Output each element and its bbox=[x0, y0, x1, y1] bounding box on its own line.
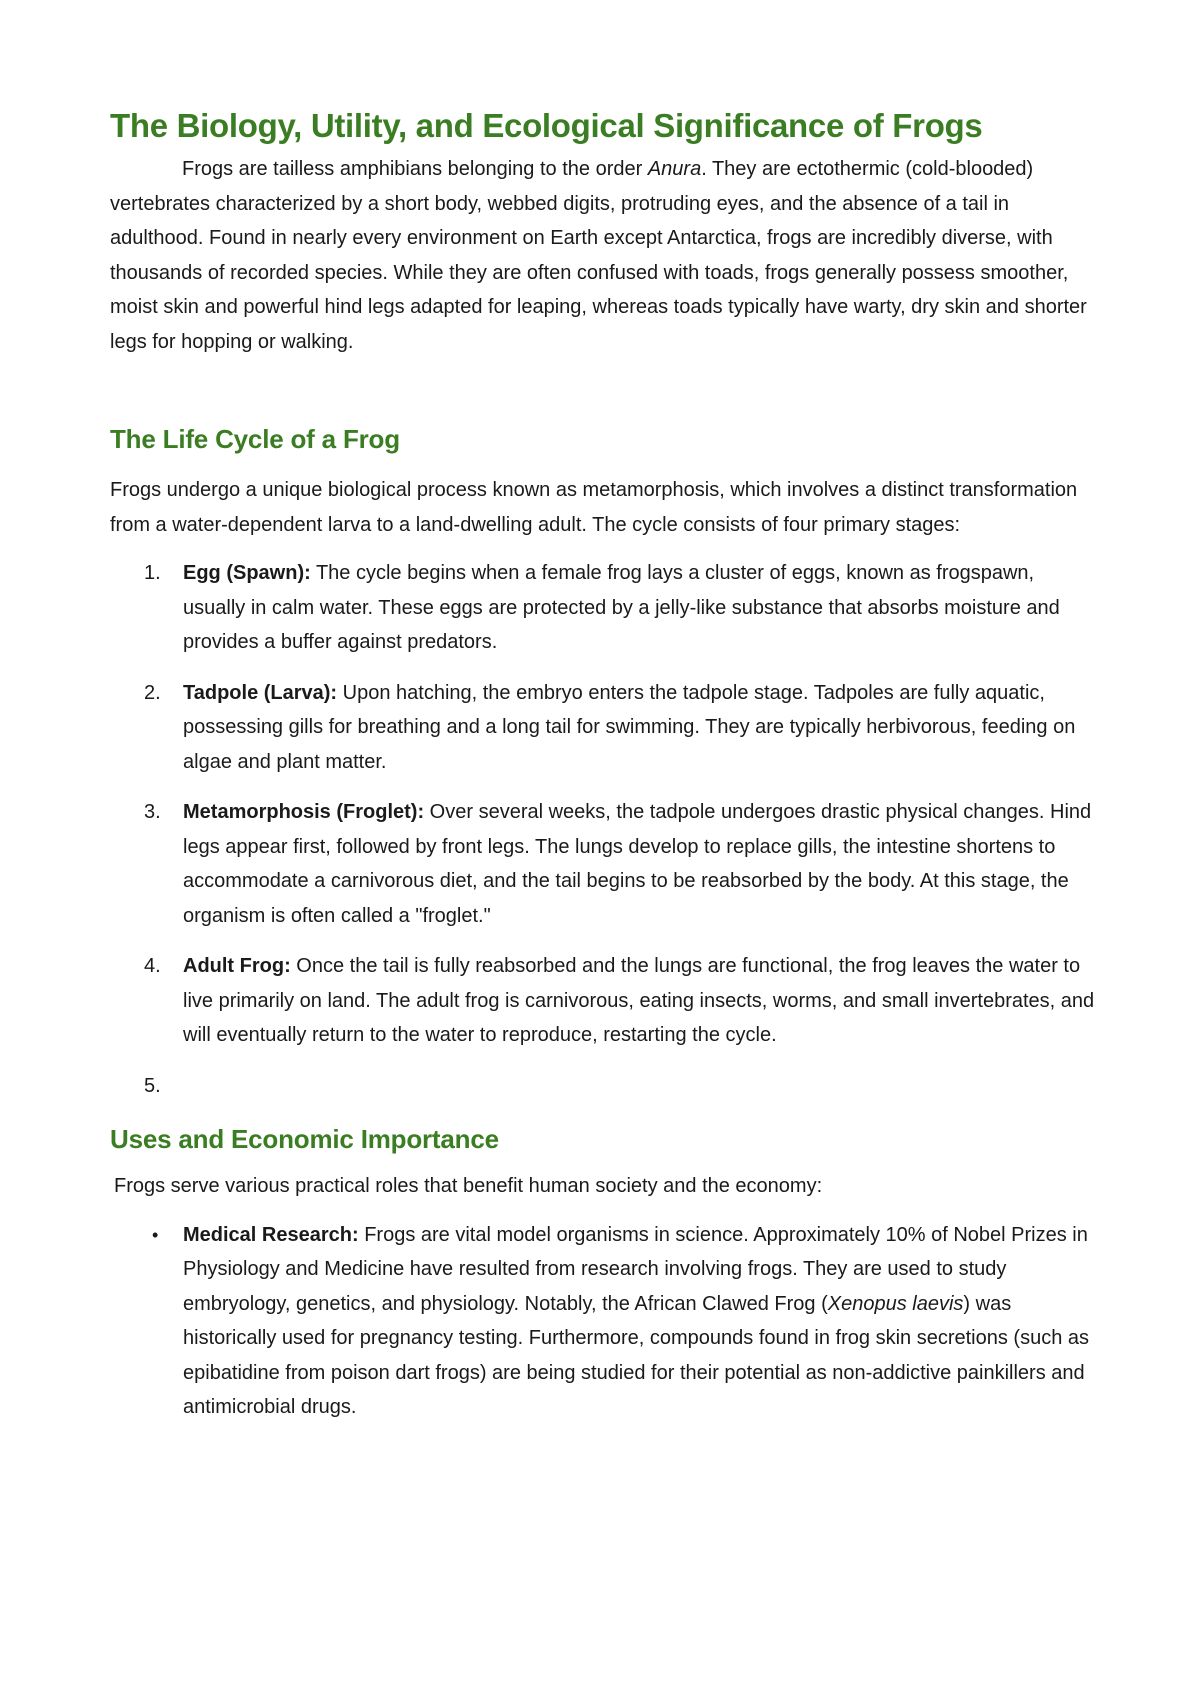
intro-paragraph bbox=[110, 152, 1100, 359]
list-item bbox=[110, 795, 1100, 933]
stage-description: Over several weeks, the tadpole undergoes drastic physical changes. Hind legs appear first, followed by front legs. The lungs develop to replace gills, the intestine shortens to accommodate a carnivorous diet, and the tail begins to be reabsorbed by the body. At this stage, the organism is often called a "froglet." bbox=[183, 801, 1092, 927]
document-title: The Biology, Utility, and Ecological Significance of Frogs bbox=[110, 107, 983, 144]
stage-description: Upon hatching, the embryo enters the tadpole stage. Tadpoles are fully aquatic, possessing gills for breathing and a long tail for swimming. They are typically herbivorous, feeding on algae and plant matter. bbox=[183, 681, 1076, 773]
use-term: Medical Research: bbox=[183, 1223, 359, 1246]
uses-heading: Uses and Economic Importance bbox=[110, 1124, 499, 1154]
intro-text-start: Frogs are tailless amphibians belonging to the order bbox=[182, 158, 648, 180]
stage-term: Adult Frog: bbox=[183, 955, 291, 977]
list-item-empty bbox=[110, 1069, 1100, 1104]
life-cycle-heading: The Life Cycle of a Frog bbox=[110, 424, 400, 454]
intro-text-end: . They are ectothermic (cold-blooded) vertebrates characterized by a short body, webbed digits, protruding eyes, and the absence of a tail in adulthood. Found in nearly every environment on Earth except Antarctica, frogs are incredibly diverse, with thousands of recorded species. While they are often confused with toads, frogs generally possess smoother, moist skin and powerful hind legs adapted for leaping, whereas toads typically have warty, dry skin and shorter legs for hopping or walking. bbox=[110, 158, 1087, 353]
stage-term: Metamorphosis (Froglet): bbox=[183, 801, 425, 823]
list-number: 5. bbox=[144, 1074, 161, 1097]
stage-description: Once the tail is fully reabsorbed and the lungs are functional, the frog leaves the water to live primarily on land. The adult frog is carnivorous, eating insects, worms, and small invertebrates, and will eventually return to the water to reproduce, restarting the cycle. bbox=[183, 955, 1095, 1046]
stage-term: Egg (Spawn): bbox=[183, 562, 311, 584]
list-number: 3. bbox=[144, 801, 161, 823]
list-number: 1. bbox=[144, 562, 161, 584]
life-cycle-intro: Frogs undergo a unique biological process known as metamorphosis, which involves a distinct transformation from a water-dependent larva to a land-dwelling adult. The cycle consists of four primary stages: bbox=[110, 479, 1078, 536]
use-description-start: Frogs are vital model organisms in science. Approximately 10% of Nobel Prizes in Physiology and Medicine have resulted from research involving frogs. They are used to study embryology, genetics, and physiology. Notably, the African Clawed Frog ( bbox=[183, 1223, 1088, 1315]
list-item bbox=[110, 676, 1100, 780]
order-name-italic: Anura bbox=[647, 158, 702, 180]
list-number: 4. bbox=[144, 955, 161, 977]
list-item bbox=[110, 1218, 1100, 1425]
stage-term: Tadpole (Larva): bbox=[183, 681, 338, 704]
bullet-icon: • bbox=[152, 1224, 159, 1245]
uses-list bbox=[110, 1218, 1100, 1425]
list-item bbox=[110, 949, 1100, 1053]
list-item bbox=[110, 556, 1100, 660]
life-cycle-stage-list bbox=[110, 556, 1100, 1103]
document-page bbox=[110, 100, 1100, 1425]
stage-description: The cycle begins when a female frog lays a cluster of eggs, known as frogspawn, usually in calm water. These eggs are protected by a jelly-like substance that absorbs moisture and provides a buffer against predators. bbox=[183, 562, 1060, 653]
use-description-end: ) was historically used for pregnancy testing. Furthermore, compounds found in frog skin secretions (such as epibatidine from poison dart frogs) are being studied for their potential as non-addictive painkillers and antimicrobial drugs. bbox=[183, 1292, 1089, 1418]
uses-intro: Frogs serve various practical roles that benefit human society and the economy: bbox=[114, 1175, 823, 1197]
list-number: 2. bbox=[144, 681, 161, 704]
species-name-italic: Xenopus laevis bbox=[827, 1292, 964, 1315]
